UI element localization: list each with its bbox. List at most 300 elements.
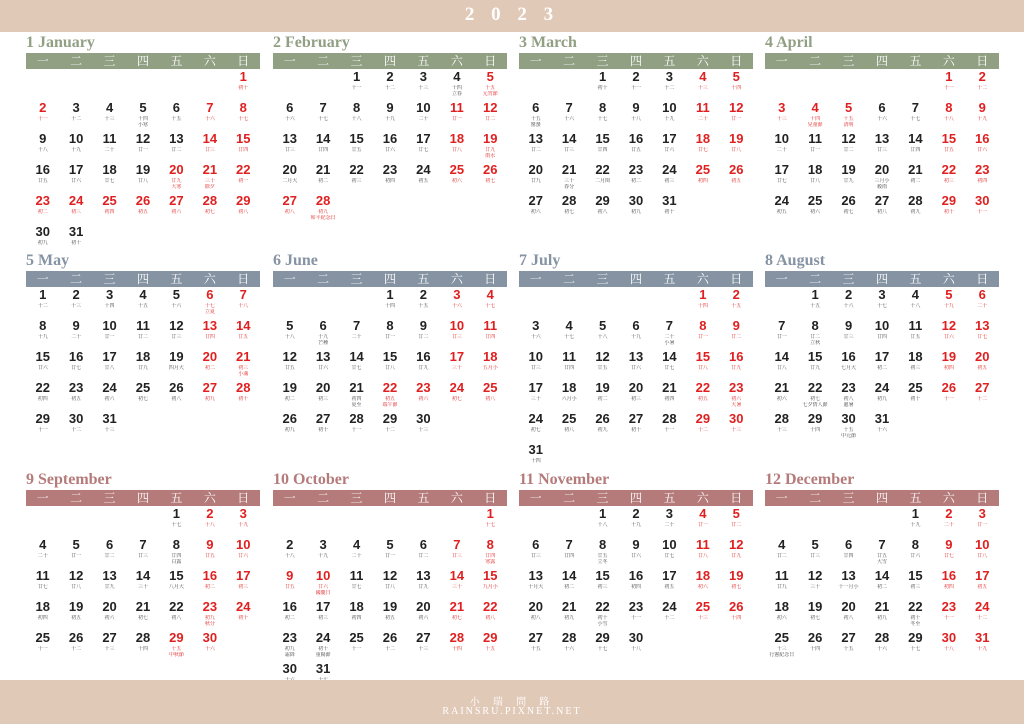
day-number: 5: [386, 537, 394, 552]
lunar-date: 廿三: [284, 147, 295, 153]
day-cell: [193, 319, 226, 350]
lunar-date: 三十: [137, 584, 148, 590]
day-cell: [519, 101, 552, 132]
day-number: 13: [628, 349, 644, 364]
lunar-date: 廿二: [530, 147, 541, 153]
day-cell: [407, 288, 440, 319]
day-number: 9: [386, 100, 394, 115]
lunar-date: 十六: [204, 116, 215, 122]
day-number: 20: [528, 599, 543, 614]
weekday-label: 五: [909, 54, 922, 68]
day-number: 13: [528, 131, 543, 146]
day-cell: [586, 194, 619, 225]
lunar-date: 十五: [171, 116, 182, 122]
day-number: 17: [662, 568, 677, 583]
day-cell: [899, 163, 932, 194]
lunar-date: 二十: [351, 553, 362, 559]
lunar-date: 十六: [843, 303, 854, 309]
lunar-date: 初二: [910, 178, 921, 184]
day-cell: [586, 319, 619, 350]
day-cell: [26, 350, 59, 381]
lunar-date: 十六: [171, 303, 182, 309]
festival-label: 驚蟄: [530, 122, 541, 128]
day-number: 24: [662, 599, 677, 614]
lunar-date: 八月大: [168, 584, 184, 590]
day-cell: [440, 381, 473, 412]
lunar-date: 十三: [104, 116, 115, 122]
day-cell: [227, 70, 260, 101]
festival-label: 秋分: [204, 621, 215, 627]
lunar-date: 初五: [418, 178, 429, 184]
lunar-date: 十一: [943, 396, 954, 402]
day-number: 15: [483, 568, 498, 583]
lunar-date: 廿四: [485, 553, 496, 559]
day-cell: [474, 350, 507, 381]
lunar-date: 四月大: [168, 365, 184, 371]
day-number: 19: [941, 349, 957, 364]
day-cell: [126, 101, 159, 132]
day-cell: [865, 381, 898, 412]
day-cell: [340, 600, 373, 631]
day-number: 16: [382, 131, 398, 146]
day-number: 2: [206, 506, 214, 521]
day-number: 3: [532, 318, 540, 333]
day-cell: [160, 101, 193, 132]
festival-label: 白露: [171, 559, 182, 565]
day-cell: [832, 631, 865, 662]
day-cell: [26, 631, 59, 662]
day-number: 16: [35, 162, 50, 177]
day-cell: [619, 631, 652, 662]
day-cell: [440, 538, 473, 569]
lunar-date: 廿一: [451, 116, 462, 122]
lunar-date: 初二: [318, 178, 329, 184]
weekday-label: 三: [103, 491, 116, 505]
day-number: 23: [68, 380, 84, 395]
day-cell: [653, 538, 686, 569]
lunar-date: 二十: [943, 522, 954, 528]
day-cell: [26, 412, 59, 443]
day-cell: [798, 319, 831, 350]
day-cell: [93, 569, 126, 600]
day-number: 23: [282, 630, 297, 645]
day-cell: [552, 163, 585, 194]
day-cell: [193, 163, 226, 194]
day-number: 5: [811, 537, 819, 552]
lunar-date: 十一: [630, 85, 641, 91]
day-number: 26: [282, 411, 297, 426]
lunar-date: 廿六: [630, 553, 641, 559]
lunar-date: 十三: [697, 85, 708, 91]
day-cell: [586, 507, 619, 538]
weekday-label: 二: [317, 54, 330, 68]
lunar-date: 十九: [318, 334, 329, 340]
lunar-date: 十一: [351, 646, 362, 652]
day-cell: [686, 101, 719, 132]
day-cell: [686, 381, 719, 412]
day-cell: [832, 132, 865, 163]
lunar-date: 廿七: [71, 365, 82, 371]
weekday-label: 三: [350, 491, 363, 505]
lunar-date: 廿七: [776, 178, 787, 184]
day-cell: [474, 507, 507, 538]
festival-label: 行憲紀念日: [769, 652, 795, 658]
day-number: 14: [662, 349, 677, 364]
lunar-date: 十八: [284, 334, 295, 340]
day-cell: [193, 194, 226, 225]
weekday-label: 四: [629, 491, 642, 505]
day-cell: [865, 288, 898, 319]
day-number: 13: [282, 131, 297, 146]
day-number: 30: [68, 411, 84, 426]
day-number: 16: [202, 568, 218, 583]
lunar-date: 十二: [977, 85, 988, 91]
weekday-label: 二: [70, 272, 83, 286]
day-number: 20: [841, 599, 856, 614]
festival-label: 元宵節: [482, 91, 498, 97]
lunar-date: 十四: [530, 458, 541, 464]
day-cell: [865, 101, 898, 132]
day-number: 8: [598, 537, 607, 552]
day-number: 2: [632, 69, 640, 84]
day-cell: [798, 538, 831, 569]
day-cell: [932, 538, 965, 569]
lunar-date: 廿三: [564, 147, 575, 153]
day-cell: [720, 132, 753, 163]
day-number: 31: [874, 411, 890, 426]
day-number: 19: [595, 380, 610, 395]
lunar-date: 十七: [597, 646, 608, 652]
day-number: 24: [102, 380, 117, 395]
day-number: 8: [699, 318, 707, 333]
day-cell: [932, 288, 965, 319]
weekday-label: 六: [696, 491, 709, 505]
lunar-date: 廿五: [238, 334, 249, 340]
day-number: 18: [807, 162, 823, 177]
festival-label: 清明: [843, 122, 854, 128]
weekday-header: [765, 53, 999, 69]
day-cell: [765, 569, 798, 600]
day-number: 29: [382, 411, 398, 426]
lunar-date: 初七: [810, 615, 821, 621]
weekday-label: 六: [203, 272, 216, 286]
lunar-date: 初十: [71, 240, 82, 246]
lunar-date: 二十: [776, 147, 787, 153]
lunar-date: 十五: [530, 116, 541, 122]
weekday-label: 日: [237, 54, 250, 68]
lunar-date: 廿六: [37, 365, 48, 371]
day-cell: [586, 412, 619, 443]
day-cell: [798, 600, 831, 631]
day-cell: [619, 538, 652, 569]
day-number: 25: [561, 411, 577, 426]
day-cell: [59, 319, 92, 350]
lunar-date: 初三: [238, 584, 249, 590]
day-number: 25: [807, 193, 823, 208]
day-number: 10: [774, 131, 789, 146]
day-cell: [160, 600, 193, 631]
day-number: 25: [102, 193, 117, 208]
day-cell: [193, 132, 226, 163]
day-cell: [519, 412, 552, 443]
lunar-date: 十二: [71, 646, 82, 652]
weekday-label: 一: [529, 272, 542, 286]
lunar-date: 廿九: [776, 584, 787, 590]
day-number: 27: [874, 193, 890, 208]
lunar-date: 十二: [37, 303, 48, 309]
day-cell: [798, 631, 831, 662]
festival-label: 小暑: [664, 340, 675, 346]
day-number: 16: [628, 131, 644, 146]
lunar-date: 廿二: [731, 334, 742, 340]
day-number: 20: [282, 162, 297, 177]
day-cell: [160, 569, 193, 600]
day-number: 18: [695, 568, 711, 583]
day-cell: [193, 538, 226, 569]
lunar-date: 初十: [238, 615, 249, 621]
weekday-label: 三: [596, 491, 609, 505]
lunar-date: 十一: [351, 427, 362, 433]
weekday-label: 五: [170, 491, 183, 505]
day-number: 30: [729, 411, 744, 426]
day-number: 14: [908, 131, 923, 146]
day-number: 29: [595, 630, 610, 645]
day-cell: [273, 101, 306, 132]
lunar-date: 十四: [697, 303, 708, 309]
lunar-date: 廿四: [171, 553, 182, 559]
day-cell: [832, 101, 865, 132]
weekday-label: 四: [383, 491, 396, 505]
lunar-date: 十二: [71, 116, 82, 122]
day-cell: [653, 412, 686, 443]
day-cell: [798, 350, 831, 381]
day-number: 25: [349, 630, 364, 645]
day-number: 18: [774, 599, 789, 614]
day-cell: [765, 194, 798, 225]
lunar-date: 廿六: [977, 147, 988, 153]
day-number: 1: [239, 69, 247, 84]
day-number: 30: [628, 630, 644, 645]
day-number: 6: [319, 318, 327, 333]
day-number: 30: [416, 411, 431, 426]
day-cell: [552, 132, 585, 163]
day-number: 20: [528, 162, 543, 177]
festival-label: 中元節: [841, 433, 857, 439]
lunar-date: 初八: [171, 396, 182, 402]
day-number: 3: [319, 537, 327, 552]
day-cell: [519, 569, 552, 600]
lunar-date: 十一: [943, 85, 954, 91]
day-number: 22: [695, 380, 711, 395]
day-cell: [273, 194, 306, 225]
lunar-date: 廿八: [104, 365, 115, 371]
day-number: 6: [632, 318, 640, 333]
lunar-date: 廿二: [843, 147, 854, 153]
day-number: 27: [315, 411, 331, 426]
weekday-label: 三: [350, 272, 363, 286]
day-cell: [227, 600, 260, 631]
day-cell: [59, 381, 92, 412]
lunar-date: 初四: [37, 396, 48, 402]
day-number: 8: [172, 537, 181, 552]
day-cell: [193, 288, 226, 319]
day-cell: [865, 538, 898, 569]
day-cell: [160, 381, 193, 412]
day-number: 20: [102, 599, 117, 614]
day-cell: [126, 163, 159, 194]
day-number: 12: [169, 318, 184, 333]
day-number: 24: [315, 630, 331, 645]
day-cell: [720, 569, 753, 600]
day-cell: [126, 600, 159, 631]
lunar-date: 廿三: [530, 365, 541, 371]
lunar-date: 廿二: [776, 553, 787, 559]
day-cell: [653, 569, 686, 600]
day-number: 23: [416, 380, 431, 395]
lunar-date: 十九: [318, 553, 329, 559]
day-cell: [160, 288, 193, 319]
day-cell: [765, 350, 798, 381]
day-number: 4: [778, 537, 786, 552]
day-cell: [26, 163, 59, 194]
lunar-date: 初三: [597, 584, 608, 590]
day-cell: [273, 319, 306, 350]
day-number: 12: [382, 568, 398, 583]
day-cell: [720, 350, 753, 381]
day-cell: [440, 350, 473, 381]
day-cell: [619, 319, 652, 350]
lunar-date: 廿六: [384, 147, 395, 153]
day-number: 12: [483, 100, 498, 115]
day-number: 14: [774, 349, 789, 364]
day-number: 31: [102, 411, 117, 426]
weekday-label: 日: [237, 491, 250, 505]
day-cell: [686, 132, 719, 163]
day-number: 12: [282, 349, 297, 364]
lunar-date: 廿三: [137, 553, 148, 559]
lunar-date: 廿七: [418, 147, 429, 153]
day-cell: [619, 132, 652, 163]
day-number: 17: [449, 349, 465, 364]
month-title: 9 September: [26, 471, 112, 488]
day-cell: [26, 194, 59, 225]
day-number: 2: [39, 100, 47, 115]
lunar-date: 十八: [597, 522, 608, 528]
day-number: 13: [874, 131, 890, 146]
weekday-label: 一: [283, 491, 296, 505]
day-cell: [93, 132, 126, 163]
lunar-date: 二十: [697, 116, 708, 122]
lunar-date: 十八: [37, 147, 48, 153]
day-number: 1: [598, 69, 607, 84]
lunar-date: 廿四: [597, 147, 608, 153]
day-number: 4: [453, 69, 461, 84]
weekday-label: 五: [663, 54, 676, 68]
festival-label: 立秋: [810, 340, 821, 346]
lunar-date: 初四: [351, 396, 362, 402]
weekday-label: 二: [317, 491, 330, 505]
lunar-date: 廿二: [810, 334, 821, 340]
day-number: 10: [662, 537, 677, 552]
day-number: 31: [68, 224, 84, 239]
day-number: 23: [628, 599, 644, 614]
day-number: 27: [416, 630, 431, 645]
day-number: 18: [483, 349, 498, 364]
day-cell: [407, 319, 440, 350]
day-number: 15: [236, 131, 251, 146]
lunar-date: 廿九: [418, 584, 429, 590]
day-cell: [126, 350, 159, 381]
lunar-date: 廿九: [104, 584, 115, 590]
festival-label: 立冬: [597, 559, 608, 565]
day-cell: [653, 600, 686, 631]
day-number: 26: [382, 630, 398, 645]
lunar-date: 初五: [664, 584, 675, 590]
lunar-date: 初七: [451, 396, 462, 402]
day-cell: [832, 319, 865, 350]
lunar-date: 三十: [451, 365, 462, 371]
lunar-date: 廿八: [776, 365, 787, 371]
weekday-label: 二: [809, 491, 822, 505]
day-cell: [59, 412, 92, 443]
day-cell: [653, 194, 686, 225]
lunar-date: 初七: [485, 178, 496, 184]
weekday-label: 三: [103, 54, 116, 68]
day-number: 16: [941, 568, 957, 583]
day-cell: [440, 631, 473, 662]
day-number: 10: [68, 131, 84, 146]
day-number: 16: [841, 349, 856, 364]
lunar-date: 二十: [977, 303, 988, 309]
day-number: 15: [35, 349, 50, 364]
day-number: 26: [841, 193, 856, 208]
lunar-date: 十二: [384, 427, 395, 433]
lunar-date: 廿八: [697, 365, 708, 371]
day-cell: [720, 101, 753, 132]
day-number: 1: [386, 287, 394, 302]
day-number: 15: [349, 131, 364, 146]
footer-site-name: 小 瑞 問 路: [469, 697, 555, 708]
day-cell: [619, 507, 652, 538]
day-cell: [407, 600, 440, 631]
day-cell: [586, 538, 619, 569]
day-number: 17: [975, 568, 990, 583]
weekday-label: 日: [730, 54, 743, 68]
day-cell: [273, 381, 306, 412]
day-number: 24: [449, 380, 465, 395]
weekday-label: 日: [730, 272, 743, 286]
day-cell: [519, 538, 552, 569]
weekday-label: 四: [629, 272, 642, 286]
day-number: 23: [628, 162, 644, 177]
weekday-header: [765, 271, 999, 287]
lunar-date: 廿五: [284, 584, 295, 590]
festival-label: 端午節: [382, 402, 398, 408]
day-cell: [227, 163, 260, 194]
day-cell: [798, 569, 831, 600]
day-number: 22: [382, 380, 398, 395]
day-cell: [306, 319, 339, 350]
day-number: 15: [908, 568, 923, 583]
day-cell: [865, 194, 898, 225]
day-number: 21: [315, 162, 331, 177]
month-title: 8 August: [765, 252, 826, 269]
lunar-date: 初五: [71, 615, 82, 621]
day-number: 6: [286, 100, 294, 115]
lunar-date: 十四: [731, 85, 742, 91]
weekday-label: 六: [450, 491, 463, 505]
day-cell: [899, 600, 932, 631]
